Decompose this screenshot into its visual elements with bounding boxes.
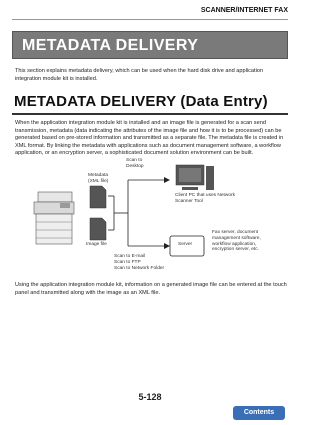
- section-body: When the application integration module kit is installed and an image file is generated for a scan send transmission, metadata (data indicating the attributes of the image file and how it is to be processed) can be generated based on pre-stored information and transmitted as a separate file. The metadata file is created in XML format. By linking the metadata with applications such as document management software, a workflow application, or an encryption server, a sophisticated document solution environment can be built.: [15, 120, 284, 156]
- page-title: METADATA DELIVERY: [22, 37, 199, 54]
- contents-button[interactable]: Contents: [233, 406, 285, 420]
- page-number: 5-128: [138, 392, 162, 402]
- image-file-label: Image file: [86, 242, 107, 247]
- scan-desktop-label: Scan to Desktop: [126, 158, 144, 169]
- metadata-diagram: [30, 160, 280, 275]
- section-heading: METADATA DELIVERY (Data Entry): [14, 93, 268, 110]
- server-description: Fax server, document management software, workflow application, encryption server, etc.: [212, 230, 261, 253]
- heading-divider: [12, 113, 288, 115]
- flow-arrows: [108, 180, 168, 246]
- client-pc-icon: [176, 165, 214, 190]
- image-file-icon: [90, 218, 106, 240]
- metadata-label: Metadata (XML file): [88, 173, 109, 184]
- header-divider: [12, 19, 288, 20]
- server-label: Server: [178, 242, 193, 247]
- mfp-icon: [34, 192, 74, 244]
- scan-methods-label: Scan to E-mail Scan to FTP Scan to Network Folder: [114, 254, 165, 271]
- client-pc-label: Client PC that uses Network Scanner Tool: [175, 193, 235, 204]
- metadata-file-icon: [90, 186, 106, 208]
- intro-paragraph: This section explains metadata delivery, which can be used when the hard disk drive and application integration module kit is installed.: [15, 68, 264, 82]
- footer-paragraph: Using the application integration module kit, information on a generated image file can be entered at the touch panel and transmitted along with the image as an XML file.: [15, 282, 287, 296]
- title-banner: [12, 31, 288, 59]
- section-label: SCANNER/INTERNET FAX: [200, 7, 288, 14]
